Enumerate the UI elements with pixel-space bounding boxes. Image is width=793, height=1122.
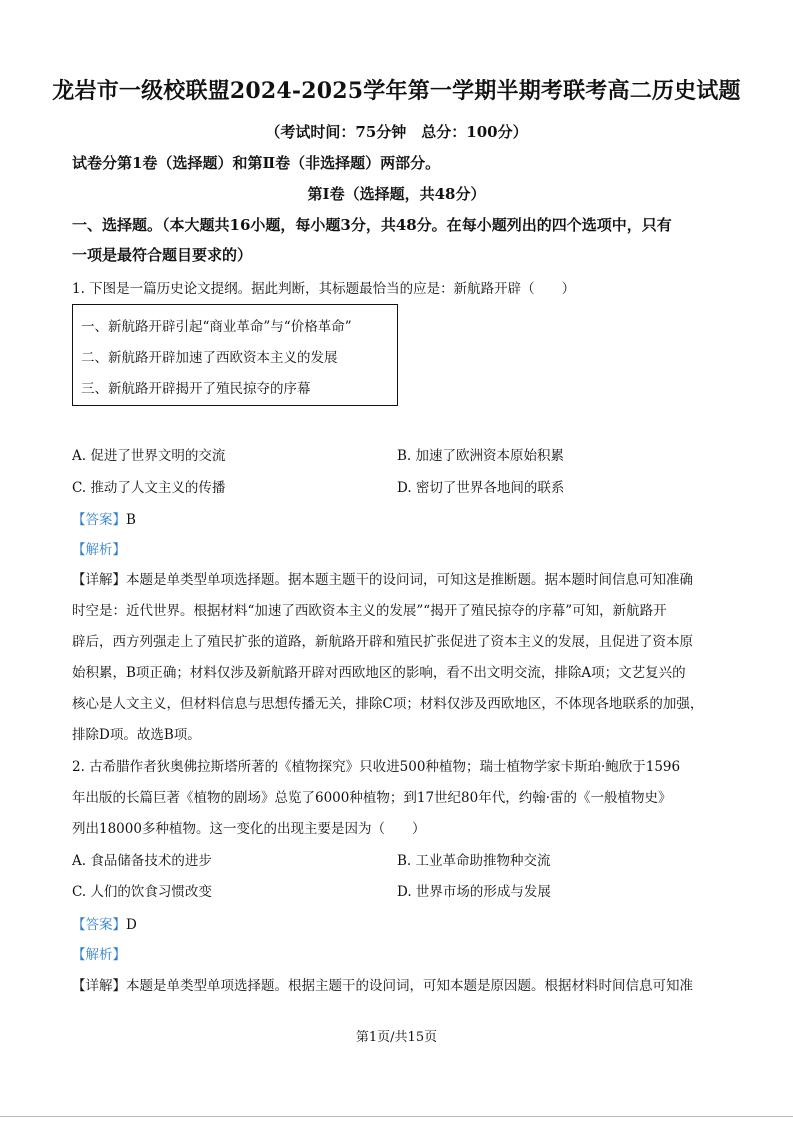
- detail-label: 【详解】: [72, 572, 126, 588]
- q1-detail-line-3: 辟后，西方列强走上了殖民扩张的道路，新航路开辟和殖民扩张促进了资本主义的发展，且促进了资本原: [72, 634, 693, 650]
- q2-answer: [72, 913, 137, 933]
- q2-stem-line-3: 列出18000多种植物。这一变化的出现主要是因为（ ）: [72, 821, 426, 837]
- q1-detail-line-5: 核心是人文主义，但材料信息与思想传播无关，排除C项；材料仅涉及西欧地区，不体现各地联系的加强，: [72, 696, 704, 712]
- outline-item-2: 二、新航路开辟加速了西欧资本主义的发展: [81, 350, 338, 366]
- section-heading-line1: 一、选择题。（本大题共16小题，每小题3分，共48分。在每小题列出的四个选项中，只有: [72, 216, 672, 234]
- q1-option-d: D. 密切了世界各地间的联系: [397, 480, 565, 496]
- q1-detail-line-6: 排除D项。故选B项。: [72, 727, 201, 743]
- detail-label: 【详解】: [72, 978, 126, 994]
- q1-option-a: A. 促进了世界文明的交流: [72, 448, 226, 464]
- q2-option-c: C. 人们的饮食习惯改变: [72, 884, 212, 900]
- q2-option-a: A. 食品储备技术的进步: [72, 853, 212, 869]
- q1-analysis-label: 【解析】: [72, 542, 126, 558]
- detail-text: 本题是单类型单项选择题。据本题主题干的设问词，可知这是推断题。据本题时间信息可知准确: [126, 572, 693, 588]
- q1-stem: 1. 下图是一篇历史论文提纲。据此判断，其标题最恰当的应是：新航路开辟（ ）: [72, 281, 576, 297]
- q1-outline-box: [72, 304, 398, 406]
- page-title: 龙岩市一级校联盟2024-2025学年第一学期半期考联考高二历史试题: [52, 78, 741, 104]
- q1-detail-line-2: 时空是：近代世界。根据材料“加速了西欧资本主义的发展”“揭开了殖民掠夺的序幕”可知，新航路开: [72, 603, 667, 619]
- exam-intro: 试卷分第1卷（选择题）和第Ⅱ卷（非选择题）两部分。: [72, 154, 441, 172]
- q1-detail-line-1: [72, 568, 693, 588]
- q1-detail-line-4: 始积累，B项正确；材料仅涉及新航路开辟对西欧地区的影响，看不出文明交流，排除A项；文艺复兴的: [72, 665, 686, 681]
- outline-item-1: 一、新航路开辟引起“商业革命”与“价格革命”: [81, 319, 352, 335]
- bottom-divider: [0, 1116, 793, 1117]
- q2-detail-line-1: [72, 974, 693, 994]
- answer-value: D: [126, 917, 137, 933]
- part1-heading: 第Ⅰ卷（选择题，共48分）: [307, 185, 486, 203]
- answer-value: B: [126, 512, 136, 528]
- detail-text: 本题是单类型单项选择题。根据主题干的设问词，可知本题是原因题。根据材料时间信息可知准: [126, 978, 693, 994]
- exam-info: （考试时间：75分钟 总分：100分）: [265, 123, 528, 141]
- answer-label: 【答案】: [72, 917, 126, 933]
- page-footer: 第1页/共15页: [355, 1030, 438, 1045]
- q2-option-d: D. 世界市场的形成与发展: [397, 884, 551, 900]
- section-heading-line2: 一项是最符合题目要求的）: [72, 246, 253, 264]
- q2-stem-line-2: 年出版的长篇巨著《植物的剧场》总览了6000种植物；到17世纪80年代，约翰·雷的《一般植物史》: [72, 790, 672, 806]
- q2-analysis-label: 【解析】: [72, 947, 126, 963]
- q1-option-c: C. 推动了人文主义的传播: [72, 480, 226, 496]
- q1-answer: [72, 508, 136, 528]
- answer-label: 【答案】: [72, 512, 126, 528]
- outline-item-3: 三、新航路开辟揭开了殖民掠夺的序幕: [81, 381, 311, 397]
- q1-option-b: B. 加速了欧洲资本原始积累: [397, 448, 565, 464]
- q2-option-b: B. 工业革命助推物种交流: [397, 853, 551, 869]
- q2-stem-line-1: 2. 古希腊作者狄奥佛拉斯塔所著的《植物探究》只收进500种植物；瑞士植物学家卡斯珀·鲍欣于1596: [72, 759, 681, 775]
